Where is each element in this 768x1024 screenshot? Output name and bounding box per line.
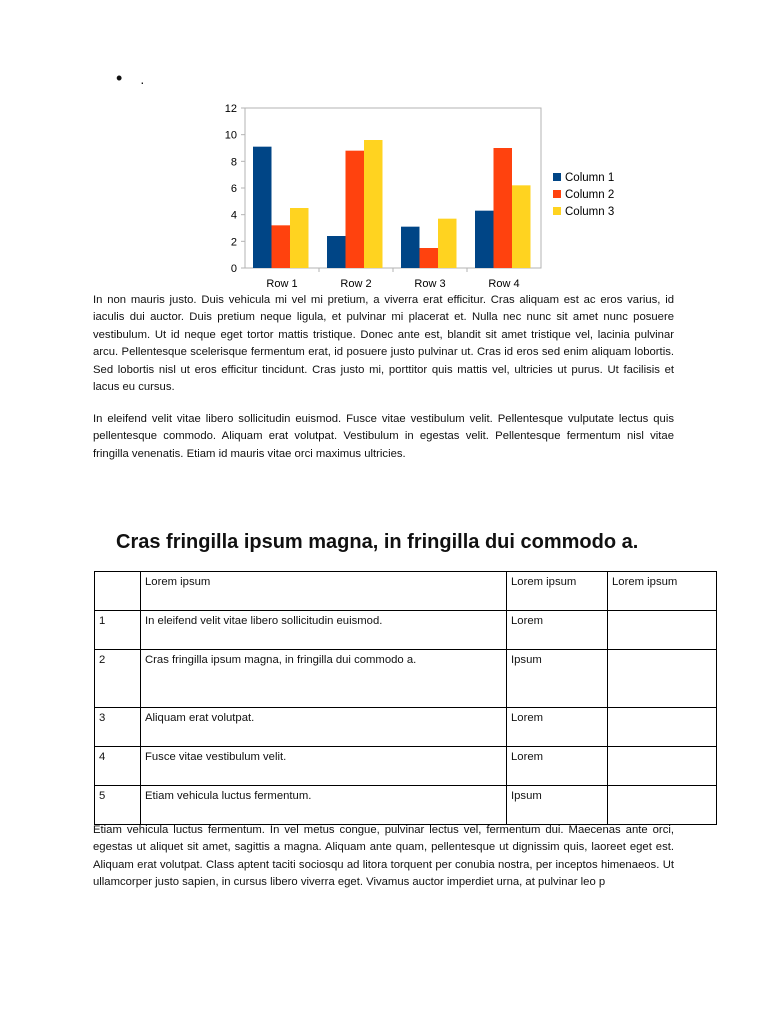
y-tick-label: 10 (224, 129, 237, 142)
bar (290, 208, 309, 268)
table-header-cell: Lorem ipsum (141, 572, 507, 611)
table-header-cell: Lorem ipsum (507, 572, 608, 611)
bullet-symbol: • (116, 68, 123, 88)
table-cell: 1 (95, 611, 141, 650)
table-row (95, 708, 717, 747)
bar (272, 225, 291, 268)
bullet-item (116, 68, 144, 89)
section-heading: Cras fringilla ipsum magna, in fringilla dui commodo a. (116, 531, 639, 553)
bullet-text: . (140, 71, 145, 87)
table-cell: 3 (95, 708, 141, 747)
legend-swatch (553, 173, 561, 181)
y-tick-label: 12 (224, 103, 237, 115)
table-header-cell: Lorem ipsum (608, 572, 717, 611)
x-tick-label: Row 4 (488, 278, 520, 290)
bar (494, 148, 513, 268)
table-row (95, 611, 717, 650)
bar (512, 185, 531, 268)
y-tick-label: 8 (230, 156, 237, 169)
table-header-cell (95, 572, 141, 611)
x-tick-label: Row 1 (266, 278, 298, 290)
bar (420, 248, 439, 268)
bar (346, 151, 365, 268)
y-tick-label: 4 (230, 209, 237, 222)
legend-label: Column 3 (565, 206, 615, 218)
legend-label: Column 1 (565, 172, 615, 184)
table-row (95, 786, 717, 825)
table-cell (608, 708, 717, 747)
x-tick-label: Row 3 (414, 278, 446, 290)
bar (401, 227, 420, 268)
bar (475, 211, 494, 268)
table-cell: 2 (95, 650, 141, 708)
bar-chart (200, 98, 640, 294)
data-table (94, 571, 717, 825)
bar (438, 219, 457, 268)
paragraph-2: In eleifend velit vitae libero sollicitudin euismod. Fusce vitae vestibulum velit. Pellentesque vulputate lectus quis pellentesque commodo. Aliquam erat volutpat. Vestibulum in egestas velit. Pellentesque fermentum nisl vitae fringilla venenatis. Etiam id mauris vitae orci maximus ultricies. (93, 413, 674, 460)
table-cell: 4 (95, 747, 141, 786)
table-cell (608, 611, 717, 650)
legend-swatch (553, 190, 561, 198)
table-cell: Etiam vehicula luctus fermentum. (141, 786, 507, 825)
x-tick-label: Row 2 (340, 278, 372, 290)
table-cell (608, 747, 717, 786)
paragraph-3: Etiam vehicula luctus fermentum. In vel metus congue, pulvinar lectus vel, fermentum dui. Maecenas ante orci, egestas ut aliquet sit amet, sagittis a magna. Aliquam ante quam, pellentesque ut dignissim quis, laoreet eget est. Aliquam erat volutpat. Class aptent taciti sociosqu ad litora torquent per conubia nostra, per inceptos himenaeos. Ut ullamcorper justo sapien, in cursus libero viverra eget. Vivamus auctor imperdiet urna, at pulvinar leo p (93, 824, 674, 889)
table-row (95, 650, 717, 708)
table-cell: Fusce vitae vestibulum velit. (141, 747, 507, 786)
table-cell: Lorem (507, 708, 608, 747)
table-cell: Lorem (507, 747, 608, 786)
bar (327, 236, 346, 268)
bar (253, 147, 272, 268)
table-cell: 5 (95, 786, 141, 825)
table-header-row (95, 572, 717, 611)
table-cell: Ipsum (507, 650, 608, 708)
paragraph-1: In non mauris justo. Duis vehicula mi vel mi pretium, a viverra erat efficitur. Cras aliquam est ac eros varius, id iaculis dui auctor. Duis pretium neque ligula, et pulvinar mi placerat et. Nulla nec nunc sit amet nunc posuere vestibulum. Ut id neque eget tortor mattis tristique. Donec ante est, blandit sit amet tristique vel, lacinia pulvinar arcu. Pellentesque scelerisque fermentum erat, id posuere justo pulvinar ut. Cras id eros sed enim aliquam lobortis. Sed lobortis nisl ut eros efficitur tincidunt. Cras justo mi, porttitor quis mattis vel, ultricies ut purus. Ut facilisis et lacus eu cursus. (93, 294, 674, 394)
table-cell: Aliquam erat volutpat. (141, 708, 507, 747)
legend-label: Column 2 (565, 189, 615, 201)
table-cell: Ipsum (507, 786, 608, 825)
table-cell: In eleifend velit vitae libero sollicitudin euismod. (141, 611, 507, 650)
table-cell (608, 650, 717, 708)
y-tick-label: 2 (230, 236, 237, 249)
bar (364, 140, 383, 268)
table-cell (608, 786, 717, 825)
y-tick-label: 6 (230, 183, 237, 195)
table-cell: Lorem (507, 611, 608, 650)
table-cell: Cras fringilla ipsum magna, in fringilla dui commodo a. (141, 650, 507, 708)
legend-swatch (553, 207, 561, 215)
y-tick-label: 0 (230, 263, 237, 275)
table-row (95, 747, 717, 786)
